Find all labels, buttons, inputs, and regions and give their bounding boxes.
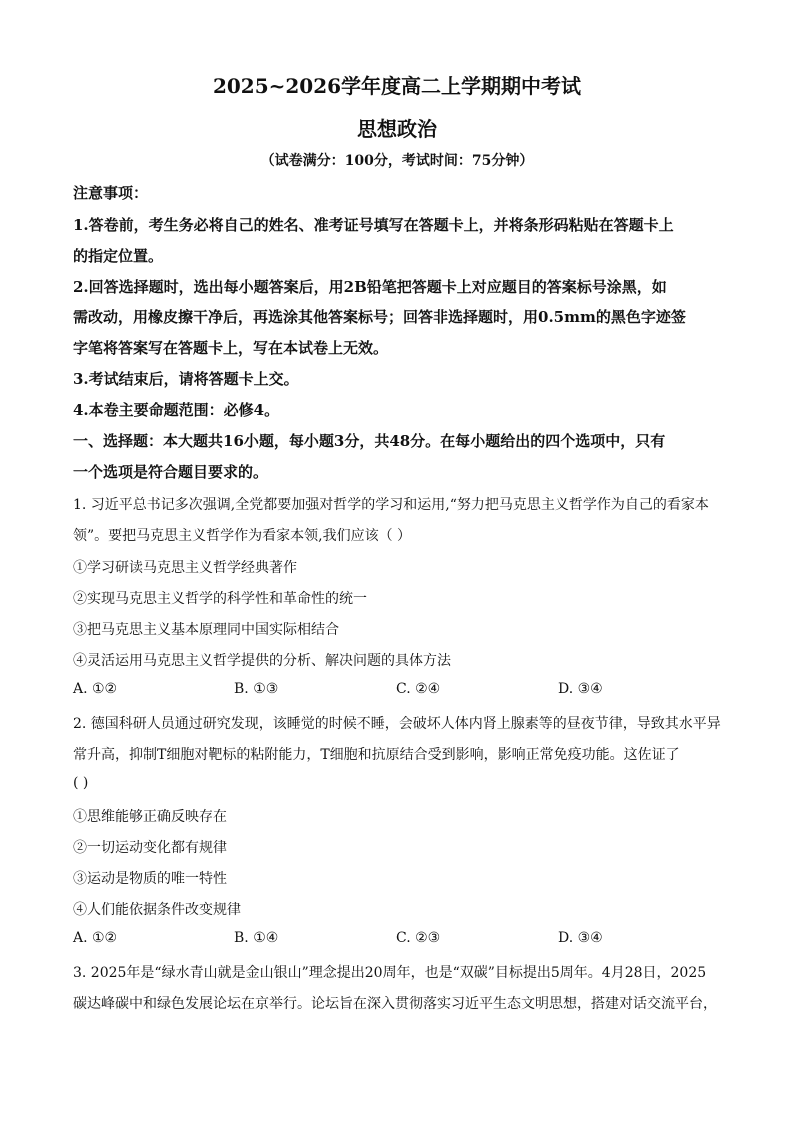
note-line: 1.答卷前，考生务必将自己的姓名、准考证号填写在答题卡上，并将条形码粘贴在答题卡上 [73, 216, 674, 234]
question-1-option-a: A. ①② [73, 681, 118, 697]
question-1-item: ④灵活运用马克思主义哲学提供的分析、解决问题的具体方法 [73, 653, 451, 669]
note-line: 2.回答选择题时，选出每小题答案后，用2B铅笔把答题卡上对应题目的答案标号涂黑，如 [73, 278, 667, 296]
question-1-option-c: C. ②④ [396, 681, 441, 697]
question-2-stem: 2. 德国科研人员通过研究发现，该睡觉的时候不睡，会破坏人体内肾上腺素等的昼夜节律，导致其水平异 [73, 716, 721, 732]
question-2-option-d: D. ③④ [558, 930, 603, 946]
note-line: 字笔将答案写在答题卡上，写在本试卷上无效。 [73, 339, 389, 357]
note-line: 需改动，用橡皮擦干净后，再选涂其他答案标号；回答非选择题时，用0.5mm的黑色字迹签 [73, 308, 686, 326]
question-1-stem: 领”。要把马克思主义哲学作为看家本领,我们应该（ ） [73, 528, 412, 544]
question-2-stem: 常升高，抑制T细胞对靶标的粘附能力，T细胞和抗原结合受到影响，影响正常免疫功能。这佐证了 [73, 747, 680, 763]
question-1-item: ③把马克思主义基本原理同中国实际相结合 [73, 622, 339, 638]
question-2-option-c: C. ②③ [396, 930, 441, 946]
question-2-item: ①思维能够正确反映存在 [73, 809, 227, 825]
exam-title: 2025~2026学年度高二上学期期中考试 [212, 74, 582, 98]
question-1-option-b: B. ①③ [234, 681, 279, 697]
note-line: 4.本卷主要命题范围：必修4。 [73, 401, 280, 419]
question-2-option-a: A. ①② [73, 930, 118, 946]
question-2-item: ④人们能依据条件改变规律 [73, 902, 241, 918]
question-1-item: ①学习研读马克思主义哲学经典著作 [73, 560, 297, 576]
section-heading: 一个选项是符合题目要求的。 [73, 463, 269, 481]
question-2-stem: ( ) [73, 775, 89, 791]
question-2-item: ③运动是物质的唯一特性 [73, 871, 227, 887]
question-3-stem: 3. 2025年是“绿水青山就是金山银山”理念提出20周年，也是“双碳”目标提出5周年。4月28日，2025 [73, 965, 707, 981]
note-line: 的指定位置。 [73, 247, 164, 265]
notes-heading: 注意事项： [73, 184, 149, 202]
subject-title: 思想政治 [357, 117, 437, 141]
section-heading: 一、选择题：本大题共16小题，每小题3分，共48分。在每小题给出的四个选项中，只有 [73, 432, 666, 450]
question-3-stem: 碳达峰碳中和绿色发展论坛在京举行。论坛旨在深入贯彻落实习近平生态文明思想，搭建对话交流平台， [73, 996, 717, 1012]
question-2-option-b: B. ①④ [234, 930, 279, 946]
question-1-item: ②实现马克思主义哲学的科学性和革命性的统一 [73, 591, 367, 607]
question-1-stem: 1. 习近平总书记多次强调,全党都要加强对哲学的学习和运用,“努力把马克思主义哲学作为自己的看家本 [73, 497, 709, 513]
note-line: 3.考试结束后，请将答题卡上交。 [73, 370, 299, 388]
question-2-item: ②一切运动变化都有规律 [73, 840, 227, 856]
exam-info: （试卷满分：100分，考试时间：75分钟） [260, 153, 534, 169]
question-1-option-d: D. ③④ [558, 681, 603, 697]
